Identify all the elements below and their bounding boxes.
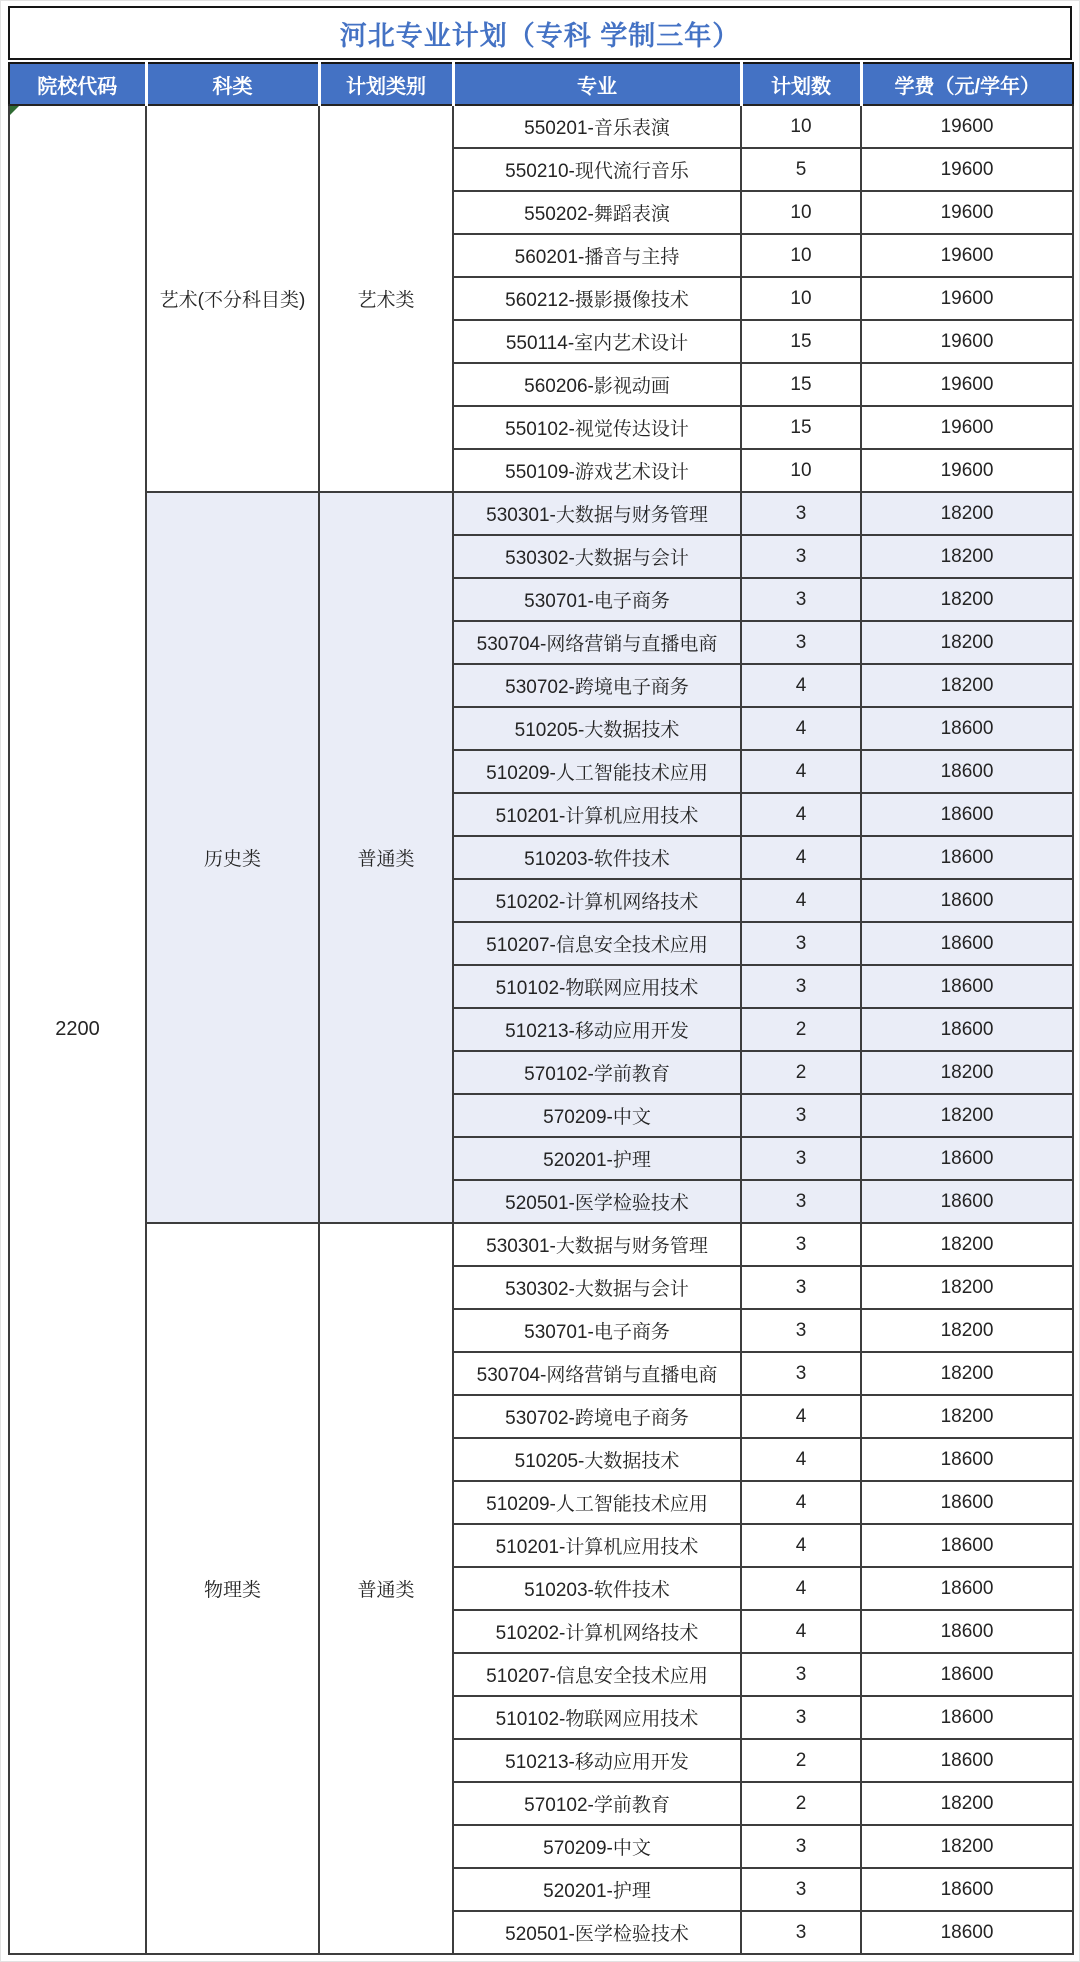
tuition-cell: 18600 <box>861 1137 1073 1180</box>
major-cell: 520501-医学检验技术 <box>453 1911 741 1954</box>
table-row <box>9 492 1073 535</box>
tuition-cell: 19600 <box>861 406 1073 449</box>
plan-count-cell: 2 <box>741 1051 861 1094</box>
plan-count-cell: 4 <box>741 793 861 836</box>
tuition-cell: 18200 <box>861 1266 1073 1309</box>
tuition-cell: 18600 <box>861 1481 1073 1524</box>
major-cell: 530701-电子商务 <box>453 1309 741 1352</box>
tuition-cell: 18600 <box>861 1739 1073 1782</box>
tuition-cell: 18600 <box>861 1008 1073 1051</box>
plan-category-cell: 普通类 <box>319 1223 453 1954</box>
plan-count-cell: 3 <box>741 1266 861 1309</box>
plan-count-cell: 4 <box>741 1610 861 1653</box>
table-row <box>9 1223 1073 1266</box>
column-header-plan-count: 计划数 <box>741 63 861 105</box>
plan-count-cell: 3 <box>741 621 861 664</box>
major-cell: 550102-视觉传达设计 <box>453 406 741 449</box>
plan-count-cell: 15 <box>741 320 861 363</box>
plan-count-cell: 4 <box>741 1438 861 1481</box>
major-cell: 510209-人工智能技术应用 <box>453 750 741 793</box>
subject-category-cell: 历史类 <box>146 492 319 1223</box>
plan-count-cell: 3 <box>741 578 861 621</box>
major-cell: 560201-播音与主持 <box>453 234 741 277</box>
plan-count-cell: 4 <box>741 1524 861 1567</box>
major-cell: 570102-学前教育 <box>453 1051 741 1094</box>
major-cell: 530704-网络营销与直播电商 <box>453 1352 741 1395</box>
plan-count-cell: 3 <box>741 535 861 578</box>
major-cell: 550202-舞蹈表演 <box>453 191 741 234</box>
plan-count-cell: 10 <box>741 449 861 492</box>
table-header-row <box>9 63 1073 105</box>
plan-count-cell: 3 <box>741 1653 861 1696</box>
tuition-cell: 19600 <box>861 277 1073 320</box>
plan-count-cell: 10 <box>741 191 861 234</box>
plan-count-cell: 2 <box>741 1008 861 1051</box>
plan-count-cell: 3 <box>741 1825 861 1868</box>
tuition-cell: 19600 <box>861 234 1073 277</box>
tuition-cell: 18600 <box>861 922 1073 965</box>
major-cell: 510201-计算机应用技术 <box>453 793 741 836</box>
plan-count-cell: 2 <box>741 1739 861 1782</box>
tuition-cell: 18600 <box>861 965 1073 1008</box>
tuition-cell: 18600 <box>861 1610 1073 1653</box>
plan-count-cell: 2 <box>741 1782 861 1825</box>
tuition-cell: 18600 <box>861 707 1073 750</box>
major-cell: 520201-护理 <box>453 1868 741 1911</box>
plan-count-cell: 3 <box>741 922 861 965</box>
tuition-cell: 18600 <box>861 793 1073 836</box>
tuition-cell: 18600 <box>861 1868 1073 1911</box>
tuition-cell: 18200 <box>861 1094 1073 1137</box>
major-cell: 520201-护理 <box>453 1137 741 1180</box>
major-cell: 510205-大数据技术 <box>453 1438 741 1481</box>
major-cell: 530302-大数据与会计 <box>453 1266 741 1309</box>
plan-count-cell: 4 <box>741 664 861 707</box>
plan-count-cell: 10 <box>741 105 861 148</box>
major-cell: 510102-物联网应用技术 <box>453 965 741 1008</box>
subject-category-cell: 艺术(不分科目类) <box>146 105 319 492</box>
tuition-cell: 18600 <box>861 1653 1073 1696</box>
major-cell: 530301-大数据与财务管理 <box>453 1223 741 1266</box>
major-cell: 510213-移动应用开发 <box>453 1739 741 1782</box>
tuition-cell: 18200 <box>861 1223 1073 1266</box>
tuition-cell: 18200 <box>861 578 1073 621</box>
major-cell: 550210-现代流行音乐 <box>453 148 741 191</box>
major-cell: 510207-信息安全技术应用 <box>453 922 741 965</box>
major-cell: 510202-计算机网络技术 <box>453 879 741 922</box>
tuition-cell: 18600 <box>861 750 1073 793</box>
major-cell: 530302-大数据与会计 <box>453 535 741 578</box>
major-cell: 530702-跨境电子商务 <box>453 1395 741 1438</box>
major-cell: 530701-电子商务 <box>453 578 741 621</box>
table-body <box>9 105 1073 1954</box>
plan-count-cell: 3 <box>741 1094 861 1137</box>
tuition-cell: 18200 <box>861 492 1073 535</box>
plan-count-cell: 4 <box>741 707 861 750</box>
major-cell: 550114-室内艺术设计 <box>453 320 741 363</box>
major-cell: 510202-计算机网络技术 <box>453 1610 741 1653</box>
tuition-cell: 19600 <box>861 191 1073 234</box>
plan-count-cell: 3 <box>741 1223 861 1266</box>
major-cell: 510102-物联网应用技术 <box>453 1696 741 1739</box>
column-header-major: 专业 <box>453 63 741 105</box>
column-header-plan-category: 计划类别 <box>319 63 453 105</box>
table-title-box <box>8 6 1072 60</box>
tuition-cell: 18200 <box>861 664 1073 707</box>
major-cell: 510209-人工智能技术应用 <box>453 1481 741 1524</box>
plan-count-cell: 3 <box>741 1868 861 1911</box>
page-title: 河北专业计划（专科 学制三年） <box>339 20 741 51</box>
major-cell: 570209-中文 <box>453 1094 741 1137</box>
tuition-cell: 18600 <box>861 879 1073 922</box>
major-cell: 560206-影视动画 <box>453 363 741 406</box>
tuition-cell: 19600 <box>861 320 1073 363</box>
tuition-cell: 18600 <box>861 1911 1073 1954</box>
tuition-cell: 18600 <box>861 1696 1073 1739</box>
tuition-cell: 18200 <box>861 1051 1073 1094</box>
plan-count-cell: 5 <box>741 148 861 191</box>
tuition-cell: 18600 <box>861 1567 1073 1610</box>
plan-count-cell: 3 <box>741 1911 861 1954</box>
plan-count-cell: 3 <box>741 492 861 535</box>
college-code-cell <box>9 105 146 1954</box>
plan-count-cell: 15 <box>741 363 861 406</box>
tuition-cell: 18200 <box>861 1309 1073 1352</box>
plan-count-cell: 3 <box>741 1352 861 1395</box>
plan-count-cell: 4 <box>741 879 861 922</box>
tuition-cell: 18600 <box>861 1180 1073 1223</box>
plan-sheet <box>8 6 1072 1955</box>
plan-count-cell: 3 <box>741 965 861 1008</box>
table-row <box>9 105 1073 148</box>
tuition-cell: 18200 <box>861 1352 1073 1395</box>
plan-count-cell: 4 <box>741 1567 861 1610</box>
plan-count-cell: 15 <box>741 406 861 449</box>
plan-count-cell: 4 <box>741 836 861 879</box>
tuition-cell: 18600 <box>861 836 1073 879</box>
tuition-cell: 19600 <box>861 363 1073 406</box>
tuition-cell: 19600 <box>861 148 1073 191</box>
plan-count-cell: 3 <box>741 1180 861 1223</box>
major-cell: 510203-软件技术 <box>453 1567 741 1610</box>
major-cell: 510213-移动应用开发 <box>453 1008 741 1051</box>
plan-count-cell: 3 <box>741 1696 861 1739</box>
plan-count-cell: 3 <box>741 1309 861 1352</box>
column-header-subject-category: 科类 <box>146 63 319 105</box>
column-header-college-code: 院校代码 <box>9 63 146 105</box>
major-cell: 570209-中文 <box>453 1825 741 1868</box>
tuition-cell: 18200 <box>861 535 1073 578</box>
subject-category-cell: 物理类 <box>146 1223 319 1954</box>
plan-count-cell: 10 <box>741 277 861 320</box>
major-cell: 510203-软件技术 <box>453 836 741 879</box>
major-cell: 560212-摄影摄像技术 <box>453 277 741 320</box>
tuition-cell: 18600 <box>861 1438 1073 1481</box>
plan-count-cell: 4 <box>741 1481 861 1524</box>
plan-count-cell: 4 <box>741 750 861 793</box>
tuition-cell: 18600 <box>861 1524 1073 1567</box>
college-code-value: 2200 <box>55 1018 100 1040</box>
major-cell: 550201-音乐表演 <box>453 105 741 148</box>
major-cell: 550109-游戏艺术设计 <box>453 449 741 492</box>
plan-category-cell: 艺术类 <box>319 105 453 492</box>
tuition-cell: 19600 <box>861 449 1073 492</box>
tuition-cell: 18200 <box>861 1825 1073 1868</box>
major-cell: 510207-信息安全技术应用 <box>453 1653 741 1696</box>
major-cell: 530704-网络营销与直播电商 <box>453 621 741 664</box>
column-header-tuition: 学费（元/学年） <box>861 63 1073 105</box>
major-cell: 520501-医学检验技术 <box>453 1180 741 1223</box>
major-cell: 510201-计算机应用技术 <box>453 1524 741 1567</box>
tuition-cell: 18200 <box>861 621 1073 664</box>
plan-count-cell: 4 <box>741 1395 861 1438</box>
major-cell: 510205-大数据技术 <box>453 707 741 750</box>
plan-category-cell: 普通类 <box>319 492 453 1223</box>
tuition-cell: 19600 <box>861 105 1073 148</box>
plan-count-cell: 3 <box>741 1137 861 1180</box>
plan-count-cell: 10 <box>741 234 861 277</box>
cell-error-indicator-icon <box>10 106 19 115</box>
tuition-cell: 18200 <box>861 1395 1073 1438</box>
enrollment-plan-table <box>8 62 1074 1955</box>
major-cell: 530301-大数据与财务管理 <box>453 492 741 535</box>
tuition-cell: 18200 <box>861 1782 1073 1825</box>
major-cell: 570102-学前教育 <box>453 1782 741 1825</box>
major-cell: 530702-跨境电子商务 <box>453 664 741 707</box>
